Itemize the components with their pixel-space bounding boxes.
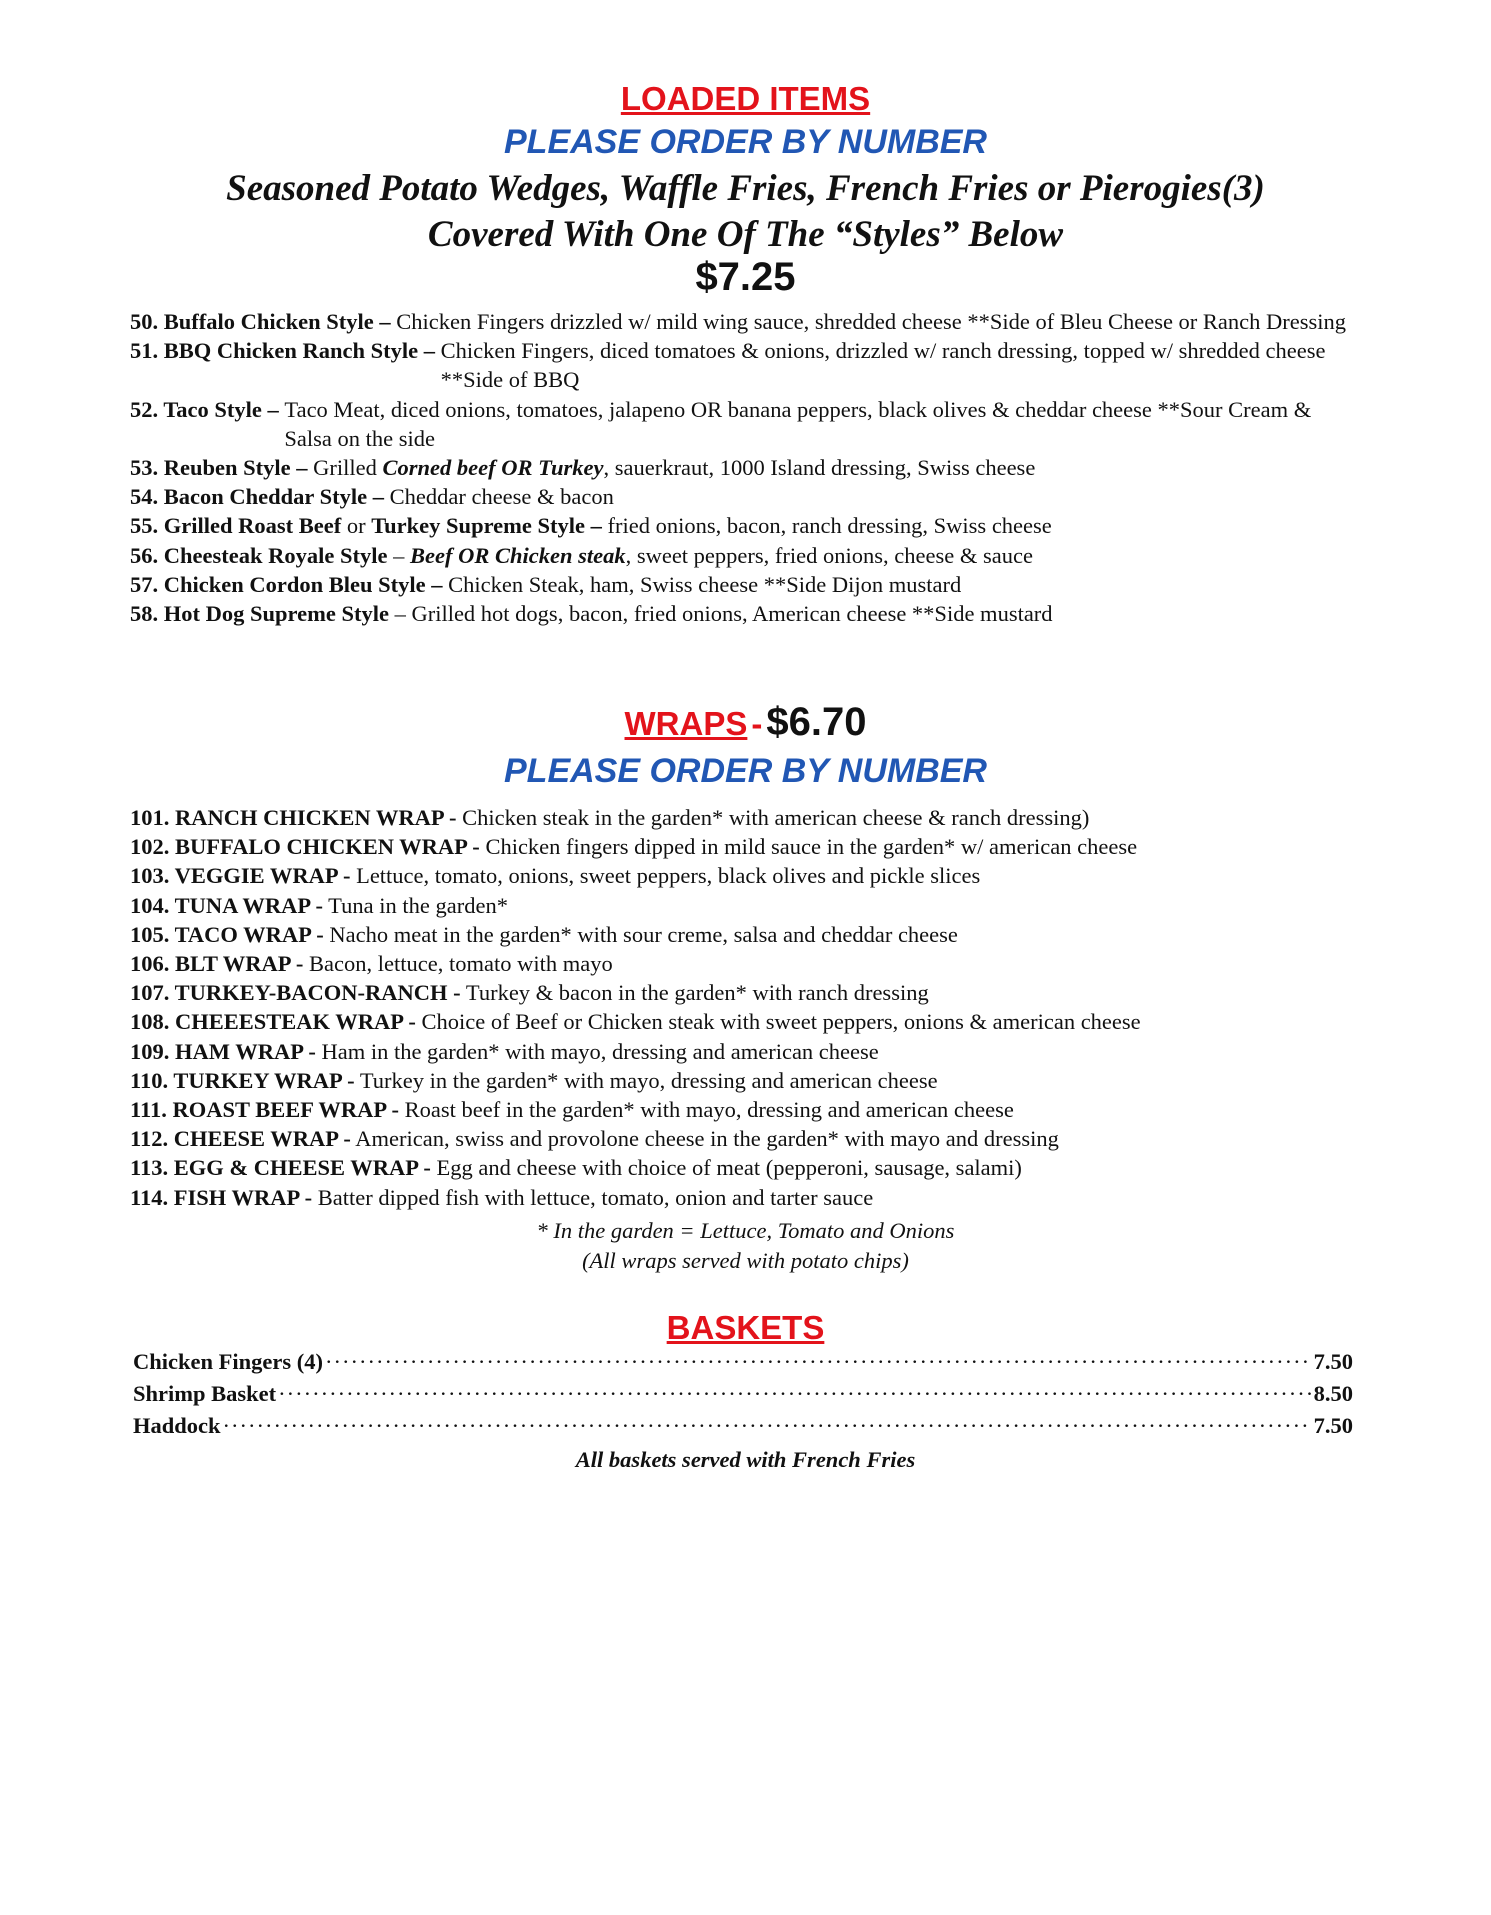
wraps-dash: - — [751, 705, 763, 742]
list-item — [130, 861, 1360, 890]
item-dash: – — [387, 542, 410, 568]
baskets-list — [133, 1346, 1353, 1442]
list-item — [130, 599, 1360, 628]
list-item — [130, 511, 1360, 540]
item-name: 51. BBQ Chicken Ranch Style – — [130, 338, 436, 364]
item-description: Turkey in the garden* with mayo, dressing and american cheese — [359, 1067, 938, 1093]
item-name: 103. VEGGIE WRAP - — [130, 863, 351, 889]
wraps-order-note: PLEASE ORDER BY NUMBER — [504, 752, 987, 790]
wraps-title — [0, 698, 1491, 755]
item-description: Bacon, lettuce, tomato with mayo — [309, 951, 613, 977]
item-description: Chicken Fingers, diced tomatoes & onions, drizzled w/ ranch dressing, topped w/ shredded cheese **Side of BBQ — [440, 338, 1326, 393]
item-name: 109. HAM WRAP - — [130, 1038, 316, 1064]
item-description-text: , sauerkraut, 1000 Island dressing, Swiss cheese — [603, 455, 1036, 481]
list-item — [130, 1124, 1360, 1153]
loaded-subtitle — [0, 166, 1491, 258]
item-description-text: Grilled — [313, 455, 383, 481]
item-name: 104. TUNA WRAP - — [130, 892, 323, 918]
list-item — [130, 482, 1360, 511]
list-item — [130, 1066, 1360, 1095]
item-name-or: or — [341, 513, 372, 539]
basket-price: 7.50 — [1313, 1349, 1353, 1374]
item-name-part: 55. Grilled Roast Beef — [130, 513, 342, 539]
item-name: 58. Hot Dog Supreme Style — [130, 601, 389, 627]
loaded-subtitle-line2: Covered With One Of The “Styles” Below — [427, 214, 1064, 255]
list-item — [130, 920, 1360, 949]
dot-leader — [278, 1378, 1311, 1410]
basket-name: Haddock — [133, 1413, 221, 1438]
item-name: 50. Buffalo Chicken Style – — [130, 309, 391, 334]
loaded-subtitle-line1: Seasoned Potato Wedges, Waffle Fries, French Fries or Pierogies(3) — [226, 168, 1265, 209]
list-item — [130, 1007, 1360, 1036]
item-description: Choice of Beef or Chicken steak with sweet peppers, onions & american cheese — [421, 1009, 1141, 1035]
item-name: 102. BUFFALO CHICKEN WRAP - — [130, 834, 480, 860]
loaded-items-list — [130, 307, 1360, 628]
item-name-part: Turkey Supreme Style – — [371, 513, 602, 539]
basket-name: Chicken Fingers (4) — [133, 1349, 323, 1374]
item-description: Chicken Fingers drizzled w/ mild wing sauce, shredded cheese **Side of Bleu Cheese or Ranch Dressing — [396, 309, 1347, 334]
basket-name: Shrimp Basket — [133, 1381, 277, 1406]
dot-leader — [325, 1346, 1312, 1378]
list-item — [130, 1095, 1360, 1124]
basket-row — [133, 1410, 1353, 1442]
item-name: 113. EGG & CHEESE WRAP - — [130, 1155, 431, 1181]
loaded-order-note: PLEASE ORDER BY NUMBER — [504, 123, 987, 161]
garden-note: * In the garden = Lettuce, Tomato and Onions — [536, 1218, 955, 1243]
item-name: 101. RANCH CHICKEN WRAP - — [130, 805, 457, 830]
list-item — [130, 336, 1360, 394]
wraps-heading: WRAPS — [624, 705, 748, 742]
item-name: 52. Taco Style – — [130, 396, 279, 422]
baskets-title — [0, 1307, 1491, 1350]
item-name: 114. FISH WRAP - — [130, 1184, 313, 1210]
item-name: 107. TURKEY-BACON-RANCH - — [130, 980, 461, 1006]
list-item — [130, 949, 1360, 978]
item-description: Turkey & bacon in the garden* with ranch dressing — [465, 980, 929, 1006]
loaded-items-heading: LOADED ITEMS — [620, 80, 871, 117]
item-name: 106. BLT WRAP - — [130, 951, 304, 977]
item-description: Cheddar cheese & bacon — [389, 484, 614, 510]
loaded-price: $7.25 — [695, 255, 796, 299]
item-description: Batter dipped fish with lettuce, tomato, onion and tarter sauce — [317, 1184, 874, 1210]
item-name: 108. CHEEESTEAK WRAP - — [130, 1009, 416, 1035]
item-name: 111. ROAST BEEF WRAP - — [130, 1097, 400, 1123]
item-description: Chicken steak in the garden* with american cheese & ranch dressing) — [462, 805, 1090, 830]
item-description: American, swiss and provolone cheese in the garden* with mayo and dressing — [355, 1126, 1059, 1152]
item-name: 54. Bacon Cheddar Style – — [130, 484, 384, 510]
item-description: Chicken Steak, ham, Swiss cheese **Side Dijon mustard — [448, 571, 962, 597]
wraps-list — [130, 803, 1360, 1212]
basket-row — [133, 1378, 1353, 1410]
item-name: 105. TACO WRAP - — [130, 921, 324, 947]
list-item — [130, 891, 1360, 920]
list-item — [130, 453, 1360, 482]
item-description: Egg and cheese with choice of meat (pepperoni, sausage, salami) — [436, 1155, 1022, 1181]
item-description-emphasis: Beef OR Chicken steak — [409, 542, 626, 568]
list-item — [130, 832, 1360, 861]
item-description: Lettuce, tomato, onions, sweet peppers, black olives and pickle slices — [356, 863, 981, 889]
loaded-items-title — [0, 78, 1491, 121]
item-name: 56. Cheesteak Royale Style — [130, 542, 388, 568]
list-item — [130, 1153, 1360, 1182]
item-description: Nacho meat in the garden* with sour creme, salsa and cheddar cheese — [329, 921, 958, 947]
item-description: Roast beef in the garden* with mayo, dressing and american cheese — [404, 1097, 1014, 1123]
list-item — [130, 978, 1360, 1007]
item-description: Chicken fingers dipped in mild sauce in the garden* w/ american cheese — [485, 834, 1138, 860]
chips-note: (All wraps served with potato chips) — [582, 1247, 909, 1273]
basket-price: 8.50 — [1313, 1381, 1353, 1406]
item-description-emphasis: Corned beef OR Turkey — [382, 455, 604, 481]
item-description: Ham in the garden* with mayo, dressing and american cheese — [321, 1038, 879, 1064]
item-name — [130, 511, 602, 540]
list-item — [130, 570, 1360, 599]
list-item — [130, 803, 1360, 832]
item-description — [313, 453, 1360, 482]
wraps-notes — [0, 1216, 1491, 1275]
list-item — [130, 1183, 1360, 1212]
list-item — [130, 541, 1360, 570]
basket-row — [133, 1346, 1353, 1378]
item-name: 110. TURKEY WRAP - — [130, 1067, 355, 1093]
baskets-heading: BASKETS — [666, 1309, 825, 1346]
item-description: Tuna in the garden* — [328, 892, 508, 918]
dot-leader — [223, 1410, 1312, 1442]
basket-price: 7.50 — [1313, 1413, 1353, 1438]
list-item — [130, 1037, 1360, 1066]
item-description: fried onions, bacon, ranch dressing, Swiss cheese — [607, 513, 1052, 539]
list-item — [130, 307, 1360, 336]
item-description-text: , sweet peppers, fried onions, cheese & sauce — [625, 542, 1033, 568]
item-name: 53. Reuben Style – — [130, 455, 308, 481]
item-name: 112. CHEESE WRAP - — [130, 1126, 351, 1152]
list-item — [130, 395, 1360, 453]
item-name: 57. Chicken Cordon Bleu Style – — [130, 571, 443, 597]
item-description: Taco Meat, diced onions, tomatoes, jalapeno OR banana peppers, black olives & cheddar cheese **Sour Cream & Salsa on the side — [284, 396, 1312, 451]
item-description: – Grilled hot dogs, bacon, fried onions, American cheese **Side mustard — [394, 601, 1053, 627]
baskets-note: All baskets served with French Fries — [575, 1447, 916, 1472]
item-description — [410, 541, 1360, 570]
wraps-price: $6.70 — [766, 700, 867, 744]
